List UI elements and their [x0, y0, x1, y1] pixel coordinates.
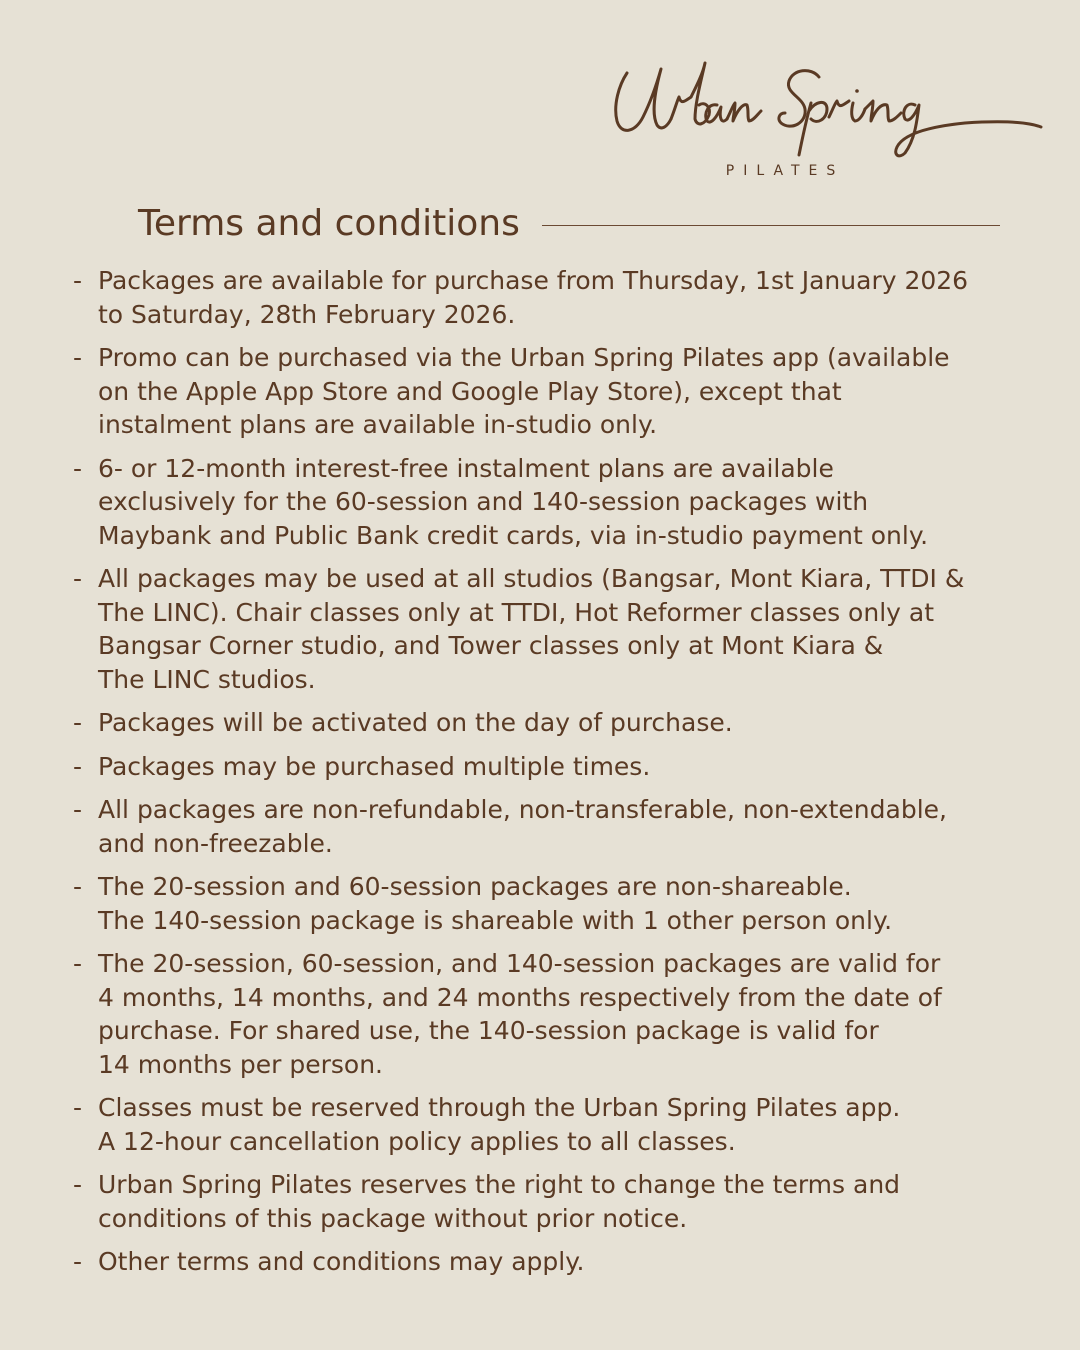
term-text-line: Urban Spring Pilates reserves the right to change the terms and: [98, 1170, 901, 1199]
term-text-line: The LINC studios.: [98, 664, 316, 694]
bullet-dash: -: [73, 872, 83, 901]
terms-list: [73, 264, 1013, 1289]
term-text-line: The LINC). Chair classes only at TTDI, Hot Reformer classes only at: [98, 597, 934, 627]
term-text-line: and non-freezable.: [98, 828, 333, 858]
bullet-dash: -: [73, 751, 83, 781]
term-text-line: The 20-session and 60-session packages are non-shareable.: [98, 872, 852, 901]
term-text-line: instalment plans are available in-studio only.: [98, 410, 658, 439]
brand-subtitle: PILATES: [725, 163, 845, 179]
bullet-dash: -: [73, 266, 83, 295]
term-text-line: 14 months per person.: [98, 1049, 383, 1079]
term-text-line: Promo can be purchased via the Urban Spring Pilates app (available: [98, 343, 950, 372]
bullet-dash: -: [73, 949, 83, 978]
term-item: [73, 870, 1013, 937]
bullet-dash: -: [73, 343, 83, 372]
term-text-line: The 140-session package is shareable with 1 other person only.: [98, 905, 893, 935]
brand-logo: [605, 55, 1050, 185]
term-text-line: Packages will be activated on the day of purchase.: [98, 708, 733, 737]
term-text-line: 6- or 12-month interest-free instalment plans are available: [98, 453, 834, 483]
term-item: [73, 562, 1013, 696]
term-text-line: All packages may be used at all studios (Bangsar, Mont Kiara, TTDI &: [98, 564, 965, 593]
term-text-line: conditions of this package without prior notice.: [98, 1203, 688, 1233]
term-item: [73, 706, 1013, 740]
bullet-dash: -: [73, 795, 83, 824]
heading-row: [138, 198, 1000, 248]
bullet-dash: -: [73, 1247, 83, 1276]
term-text-line: Maybank and Public Bank credit cards, via in-studio payment only.: [98, 520, 929, 550]
term-text-line: to Saturday, 28th February 2026.: [98, 299, 516, 329]
term-item: [73, 947, 1013, 1081]
bullet-dash: -: [73, 453, 83, 483]
term-text-line: purchase. For shared use, the 140-session package is valid for: [98, 1016, 879, 1045]
term-item: [73, 750, 1013, 784]
term-item: [73, 341, 1013, 442]
term-text-line: All packages are non-refundable, non-transferable, non-extendable,: [98, 795, 947, 824]
term-item: [73, 1245, 1013, 1279]
bullet-dash: -: [73, 708, 83, 737]
term-text-line: on the Apple App Store and Google Play Store), except that: [98, 376, 842, 406]
term-text-line: Packages may be purchased multiple times.: [98, 751, 651, 781]
term-item: [73, 793, 1013, 860]
bullet-dash: -: [73, 1170, 83, 1199]
term-item: [73, 1091, 1013, 1158]
heading-divider: [542, 225, 1000, 226]
term-text-line: 4 months, 14 months, and 24 months respectively from the date of: [98, 982, 942, 1012]
term-text-line: exclusively for the 60-session and 140-session packages with: [98, 487, 869, 516]
term-item: [73, 264, 1013, 331]
term-text-line: The 20-session, 60-session, and 140-session packages are valid for: [98, 949, 941, 978]
bullet-dash: -: [73, 1093, 83, 1122]
term-item: [73, 1168, 1013, 1235]
term-text-line: Packages are available for purchase from Thursday, 1st January 2026: [98, 266, 969, 295]
page-title: Terms and conditions: [138, 202, 520, 244]
term-text-line: Classes must be reserved through the Urban Spring Pilates app.: [98, 1093, 901, 1122]
bullet-dash: -: [73, 564, 83, 593]
term-text-line: Bangsar Corner studio, and Tower classes only at Mont Kiara &: [98, 631, 884, 660]
term-text-line: A 12-hour cancellation policy applies to all classes.: [98, 1126, 736, 1156]
term-item: [73, 452, 1013, 553]
brand-script-wordmark: [605, 55, 1050, 165]
term-text-line: Other terms and conditions may apply.: [98, 1247, 585, 1276]
